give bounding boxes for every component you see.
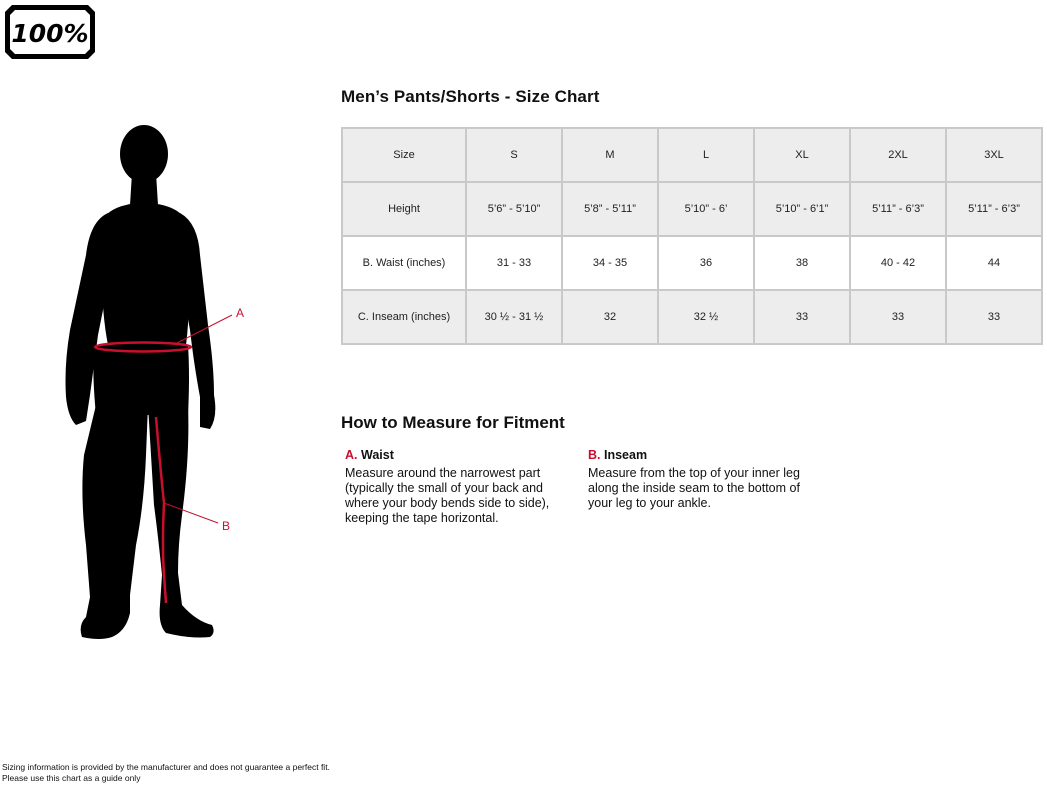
table-row-label: B. Waist (inches)	[342, 236, 466, 290]
brand-logo-text: 100%	[11, 19, 89, 48]
table-cell: 33	[946, 290, 1042, 344]
inseam-description: Measure from the top of your inner leg along the inside seam to the bottom of your leg to your ankle.	[588, 466, 800, 510]
table-cell: 31 - 33	[466, 236, 562, 290]
table-row-height	[342, 182, 1042, 236]
table-header-cell: M	[562, 128, 658, 182]
table-header-cell: Size	[342, 128, 466, 182]
body-silhouette	[50, 125, 250, 645]
inseam-label: Inseam	[603, 448, 648, 462]
table-cell: 38	[754, 236, 850, 290]
brand-logo-icon	[4, 4, 96, 60]
table-row-inseam	[342, 290, 1042, 344]
table-cell: 40 - 42	[850, 236, 946, 290]
table-row-waist	[342, 236, 1042, 290]
waist-instructions	[345, 448, 580, 526]
waist-heading	[345, 448, 580, 463]
table-header-cell: L	[658, 128, 754, 182]
table-header-cell: XL	[754, 128, 850, 182]
table-cell: 32	[562, 290, 658, 344]
inseam-instructions	[588, 448, 803, 511]
disclaimer	[2, 762, 330, 784]
table-cell: 5’11” - 6’3”	[850, 182, 946, 236]
table-cell: 5’10” - 6’	[658, 182, 754, 236]
table-cell: 5’8” - 5’11”	[562, 182, 658, 236]
waist-letter: A.	[345, 448, 358, 462]
table-row-label: Height	[342, 182, 466, 236]
brand-logo	[4, 4, 96, 60]
inseam-letter: B.	[588, 448, 601, 462]
table-cell: 34 - 35	[562, 236, 658, 290]
table-cell: 36	[658, 236, 754, 290]
disclaimer-line-2: Please use this chart as a guide only	[2, 773, 141, 783]
table-cell: 33	[754, 290, 850, 344]
table-cell: 44	[946, 236, 1042, 290]
table-cell: 5’6” - 5’10”	[466, 182, 562, 236]
table-header-cell: 2XL	[850, 128, 946, 182]
disclaimer-line-1: Sizing information is provided by the manufacturer and does not guarantee a perfect fit.	[2, 762, 330, 772]
table-cell: 30 ½ - 31 ½	[466, 290, 562, 344]
table-cell: 5’11” - 6’3”	[946, 182, 1042, 236]
table-cell: 32 ½	[658, 290, 754, 344]
table-row-size	[342, 128, 1042, 182]
inseam-heading	[588, 448, 803, 463]
waist-description: Measure around the narrowest part (typically the small of your back and where your body bends side to side), keeping the tape horizontal.	[345, 466, 550, 525]
waist-label: Waist	[360, 448, 394, 462]
table-cell: 5’10” - 6’1”	[754, 182, 850, 236]
measurement-figure	[50, 125, 250, 645]
marker-b: B	[222, 519, 231, 533]
table-header-cell: 3XL	[946, 128, 1042, 182]
size-chart-title: Men’s Pants/Shorts - Size Chart	[341, 87, 600, 106]
size-chart-table	[341, 127, 1043, 345]
how-to-measure-title: How to Measure for Fitment	[341, 413, 565, 432]
marker-a: A	[236, 306, 245, 320]
table-row-label: C. Inseam (inches)	[342, 290, 466, 344]
table-cell: 33	[850, 290, 946, 344]
table-header-cell: S	[466, 128, 562, 182]
